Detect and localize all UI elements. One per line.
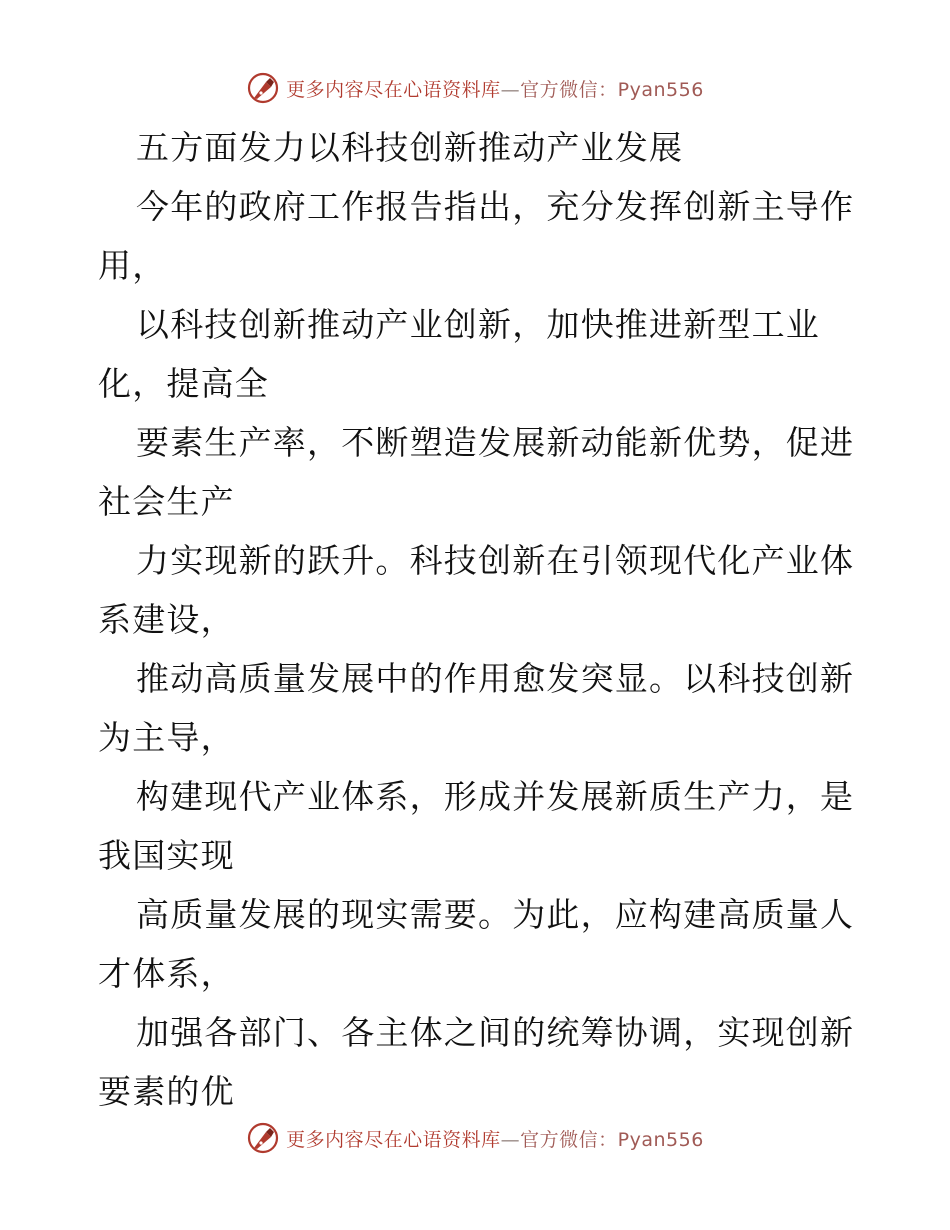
- header-banner-text: [286, 75, 704, 102]
- text-line: 系建设，: [98, 600, 235, 639]
- text-line: 推动高质量发展中的作用愈发突显。以科技创新: [136, 659, 855, 698]
- text-line: 我国实现: [98, 836, 235, 875]
- footer-watermark-banner: [0, 1118, 950, 1158]
- banner-separator: —: [500, 78, 521, 101]
- footer-banner-inner: [246, 1121, 704, 1155]
- text-line: 要素的优: [98, 1072, 235, 1111]
- header-banner-inner: [246, 71, 704, 105]
- text-line: 社会生产: [98, 482, 235, 521]
- banner-separator: —: [500, 1128, 521, 1151]
- pen-nib-logo-icon: [246, 1121, 280, 1155]
- text-line: 以科技创新推动产业创新，加快推进新型工业: [136, 305, 820, 344]
- header-watermark-banner: [0, 68, 950, 108]
- text-line: 五方面发力以科技创新推动产业发展: [136, 128, 684, 167]
- text-line: 今年的政府工作报告指出，充分发挥创新主导作: [136, 187, 855, 226]
- site-name-text: 更多内容尽在心语资料库: [286, 1128, 501, 1151]
- text-line: 加强各部门、各主体之间的统筹协调，实现创新: [136, 1013, 855, 1052]
- wechat-id-text: 官方微信：Pyan556: [520, 78, 704, 101]
- text-line: 高质量发展的现实需要。为此，应构建高质量人: [136, 895, 855, 934]
- pen-nib-logo-icon: [246, 71, 280, 105]
- wechat-id-text: 官方微信：Pyan556: [520, 1128, 704, 1151]
- text-line: 化，提高全: [98, 364, 269, 403]
- text-line: 用，: [98, 246, 167, 285]
- footer-banner-text: [286, 1125, 704, 1152]
- text-line: 为主导，: [98, 718, 235, 757]
- text-line: 构建现代产业体系，形成并发展新质生产力，是: [136, 777, 855, 816]
- text-line: 要素生产率，不断塑造发展新动能新优势，促进: [136, 423, 855, 462]
- site-name-text: 更多内容尽在心语资料库: [286, 78, 501, 101]
- text-line: 才体系，: [98, 954, 235, 993]
- text-line: 力实现新的跃升。科技创新在引领现代化产业体: [136, 541, 855, 580]
- document-body: [98, 118, 854, 1121]
